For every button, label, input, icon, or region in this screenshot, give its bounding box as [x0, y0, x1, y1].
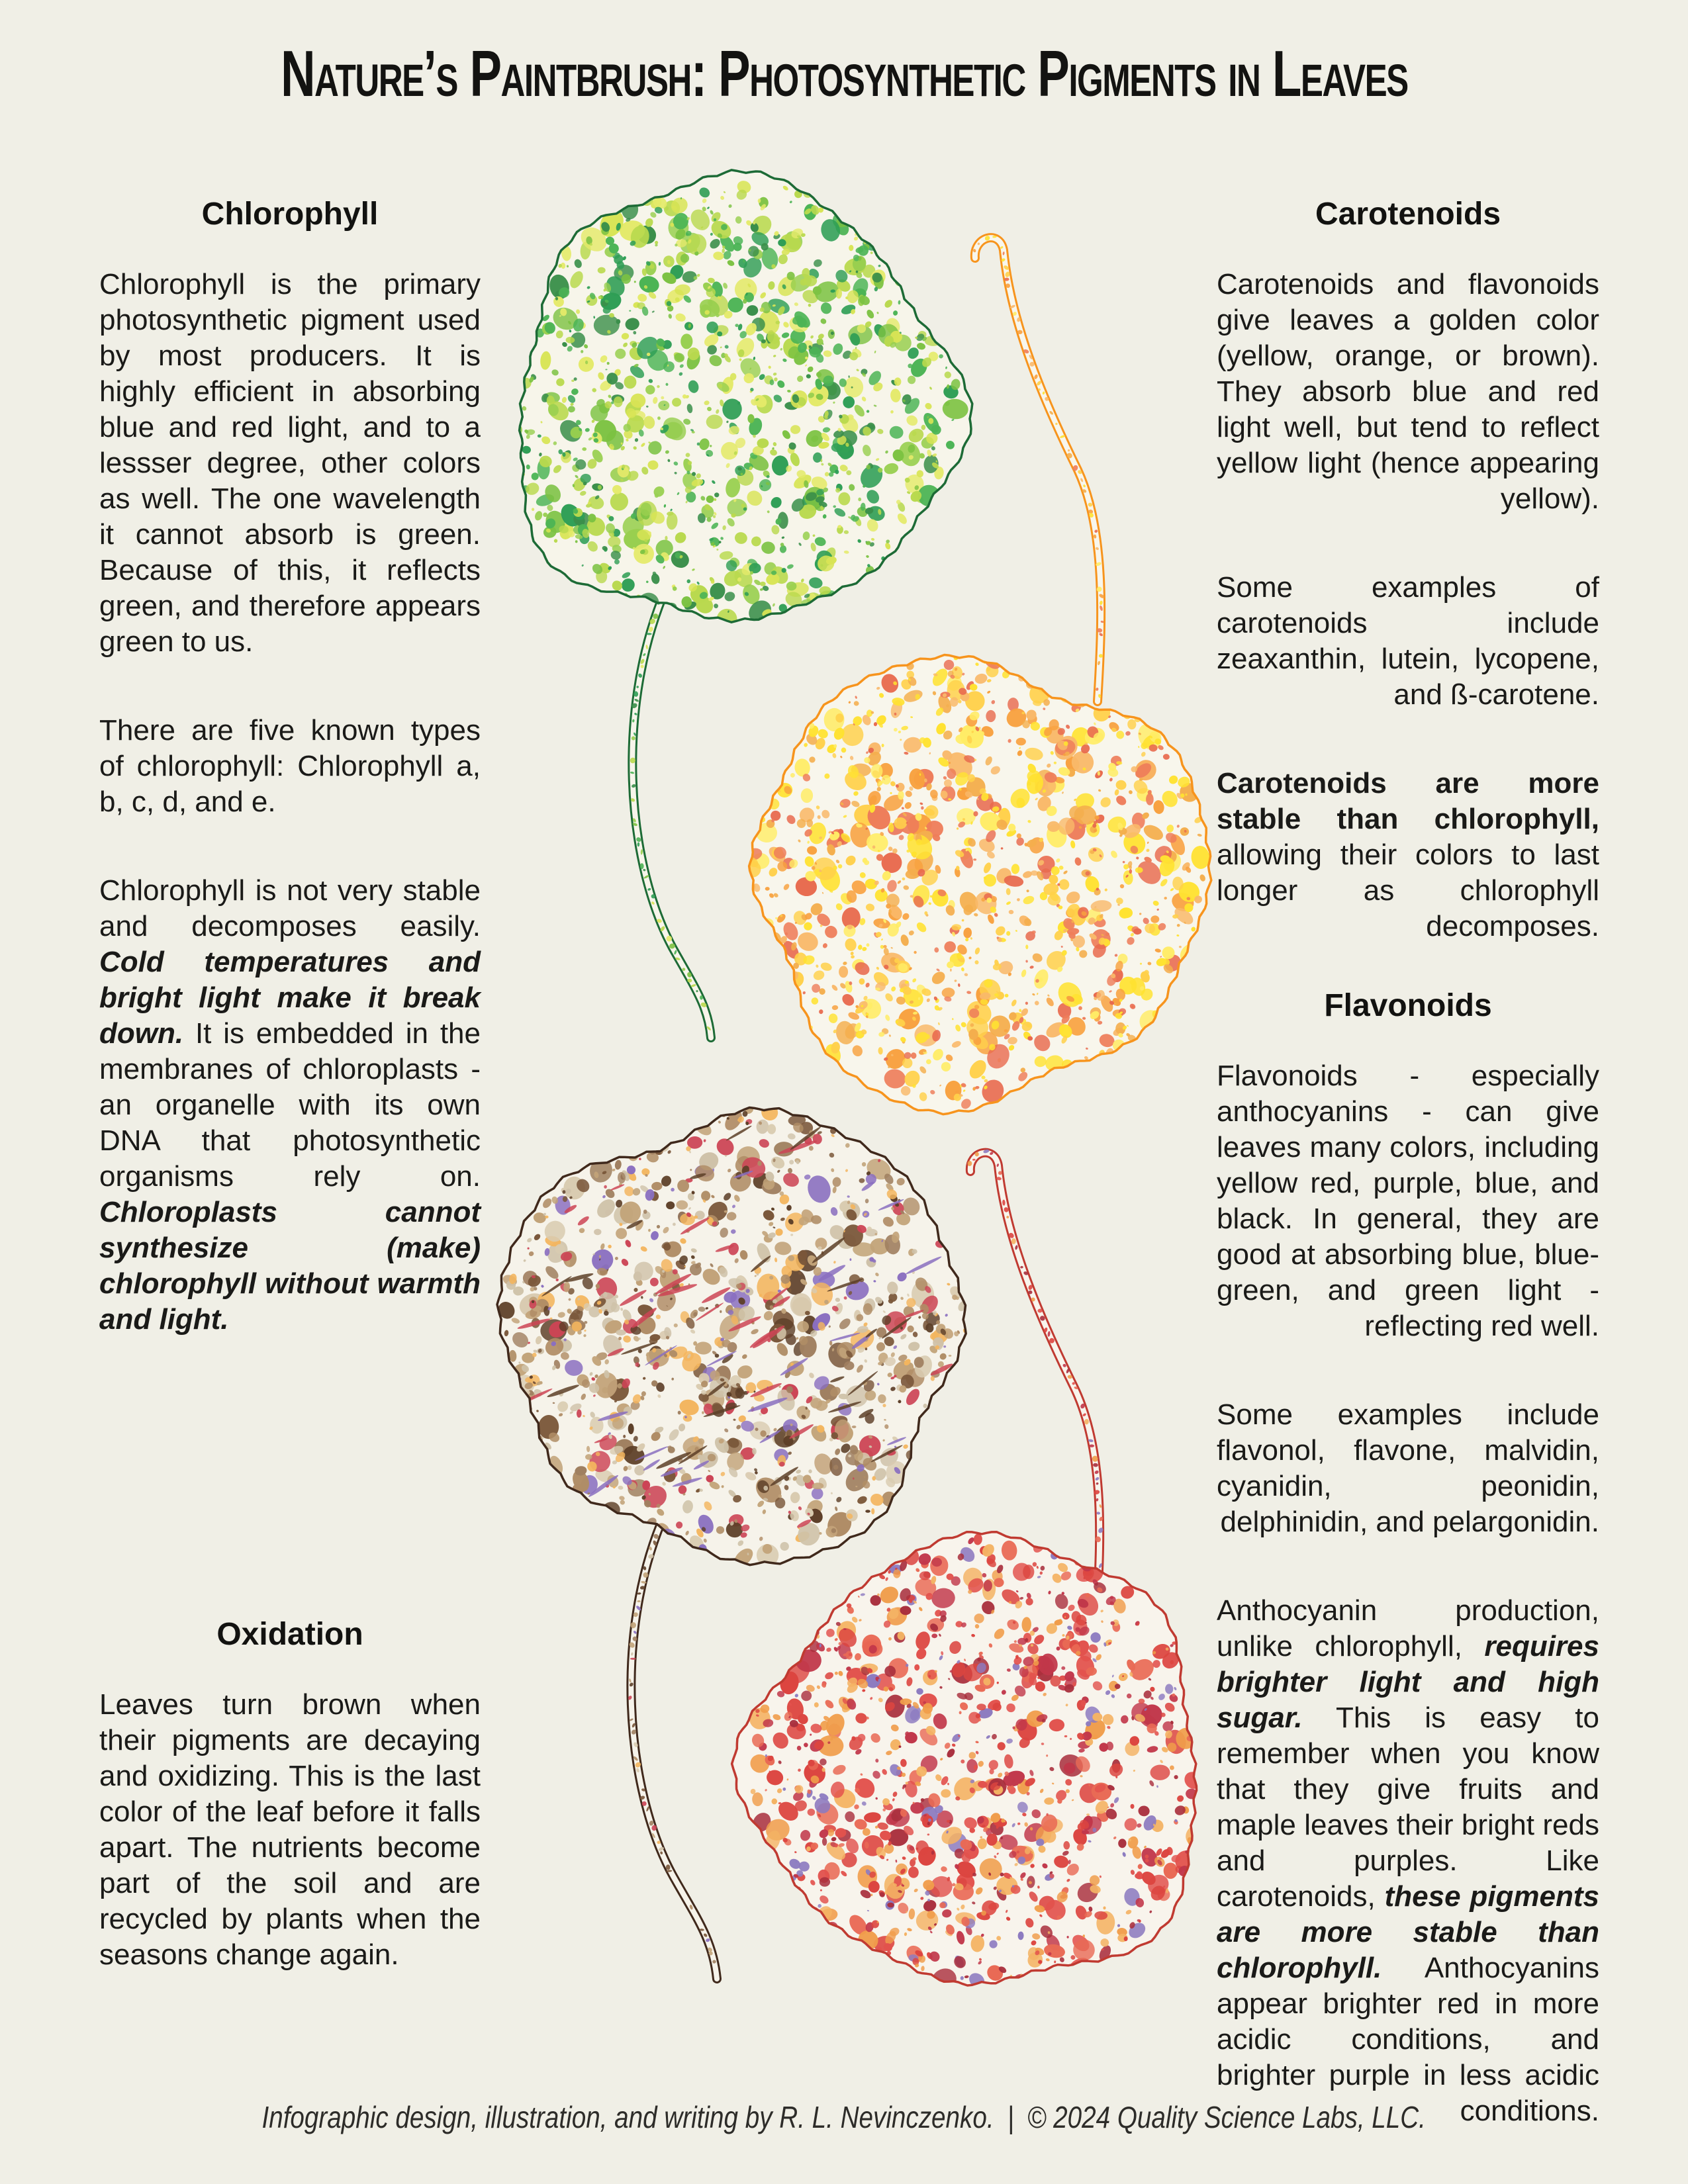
chlorophyll-paragraphs: [99, 267, 481, 1338]
oxidation-paragraphs: [99, 1687, 481, 1973]
section-oxidation: [99, 1616, 481, 1973]
text-run: Chlorophyll is not very stable and decomposes easily.: [99, 874, 481, 942]
text-run: This is easy to remember when you know that they give fruits and maple leaves their bright reds and purples. Like carotenoids,: [1217, 1702, 1599, 1913]
flavonoids-paragraphs: [1217, 1058, 1599, 2129]
carotenoids-heading: Carotenoids: [1315, 197, 1501, 232]
section-carotenoids: [1217, 196, 1599, 944]
paragraph: [1217, 570, 1599, 713]
paragraph: [1217, 267, 1599, 517]
flavonoids-heading: Flavonoids: [1324, 988, 1492, 1023]
footer-divider: |: [1008, 2100, 1015, 2134]
carotenoids-paragraphs: [1217, 267, 1599, 944]
emphasis-text-run: Chloroplasts cannot synthesize (make) chlorophyll without warmth and light.: [99, 1196, 481, 1336]
footer-credit-line: [0, 2099, 1688, 2135]
text-run: allowing their colors to last longer as chlorophyll decomposes.: [1217, 839, 1599, 942]
paragraph: [1217, 1593, 1599, 2129]
page-title-text: Nature’s Paintbrush: Photosynthetic Pigments in Leaves: [280, 37, 1408, 110]
text-run: Anthocyanin production, unlike chlorophyll,: [1217, 1594, 1599, 1662]
paragraph: [99, 1687, 481, 1973]
emphasis-text-run: Carotenoids are more stable than chlorophyll,: [1217, 767, 1599, 835]
text-run: There are five known types of chlorophyll: Chlorophyll a, b, c, d, and e.: [99, 714, 481, 818]
text-run: Leaves turn brown when their pigments are decaying and oxidizing. This is the last color of the leaf before it falls apart. The nutrients become part of the soil and are recycled by plants when the seasons change again.: [99, 1688, 481, 1971]
text-run: Anthocyanins appear brighter red in more acidic conditions, and brighter purple in less acidic conditions.: [1217, 1952, 1599, 2127]
text-run: Carotenoids and flavonoids give leaves a golden color (yellow, orange, or brown). They absorb blue and red light well, but tend to reflect yellow light (hence appearing yellow).: [1217, 268, 1599, 515]
paragraph: [99, 713, 481, 820]
yellow-leaf-illustration: [740, 218, 1211, 1112]
paragraph: [99, 873, 481, 1338]
paragraph: [1217, 1058, 1599, 1344]
emphasis-text-run: Cold temperatures and bright light make it break down.: [99, 946, 481, 1050]
emphasis-text-run: requires brighter light and high sugar.: [1217, 1630, 1599, 1734]
paragraph: [1217, 766, 1599, 944]
paragraph: [99, 267, 481, 660]
text-run: Flavonoids - especially anthocyanins - can give leaves many colors, including yellow red, purple, blue, and black. In general, they are good at absorbing blue, blue-green, and green light - reflecting red well.: [1217, 1060, 1599, 1342]
footer-text: [262, 2099, 1426, 2135]
text-run: Some examples include flavonol, flavone, malvidin, cyanidin, peonidin, delphinidin, and pelargonidin.: [1217, 1398, 1599, 1538]
section-flavonoids: [1217, 987, 1599, 2129]
text-run: Chlorophyll is the primary photosynthetic pigment used by most producers. It is highly efficient in absorbing blue and red light, and to a lessser degree, other colors as well. The one wavelength it cannot absorb is green. Because of this, it reflects green, and therefore appears green to us.: [99, 268, 481, 658]
footer-credit: Infographic design, illustration, and writing by R. L. Nevinczenko.: [261, 2100, 994, 2134]
text-run: Some examples of carotenoids include zeaxanthin, lutein, lycopene, and ß-carotene.: [1217, 571, 1599, 711]
red-leaf-illustration: [740, 1135, 1213, 2062]
section-chlorophyll: [99, 196, 481, 1338]
text-run: It is embedded in the membranes of chloroplasts - an organelle with its own DNA that photosynthetic organisms rely on.: [99, 1017, 481, 1193]
emphasis-text-run: these pigments are more stable than chlorophyll.: [1217, 1880, 1599, 1984]
chlorophyll-heading: Chlorophyll: [201, 197, 379, 232]
paragraph: [1217, 1397, 1599, 1540]
oxidation-heading: Oxidation: [216, 1617, 363, 1652]
footer-copyright: © 2024 Quality Science Labs, LLC.: [1027, 2100, 1427, 2134]
